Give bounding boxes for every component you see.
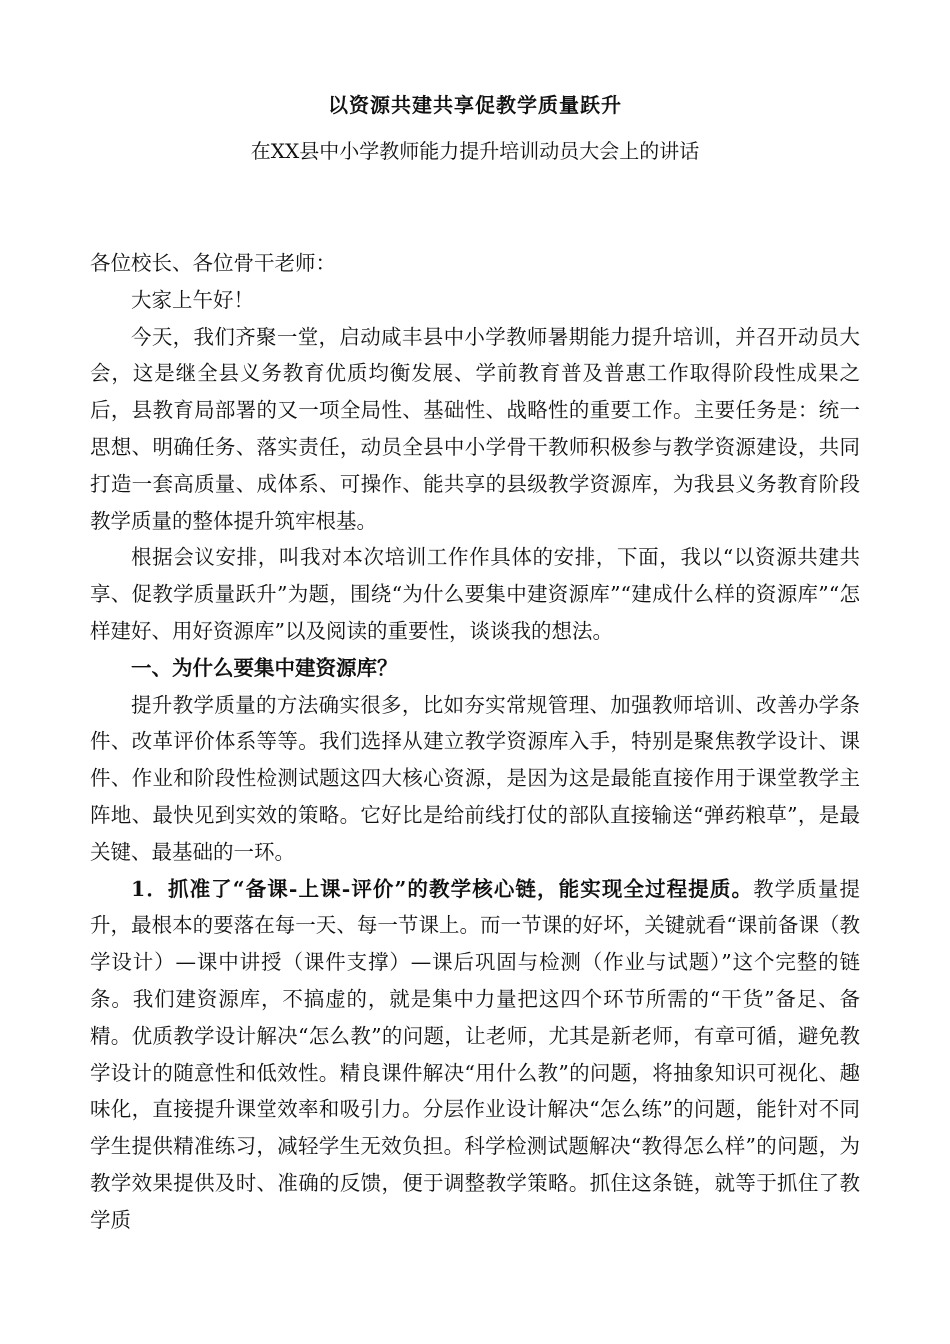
- paragraph-reason: 提升教学质量的方法确实很多，比如夯实常规管理、加强教师培训、改善办学条件、改革评价体系等等。我们选择从建立教学资源库入手，特别是聚焦教学设计、课件、作业和阶段性检测试题这四大核心资源，是因为这是最能直接作用于课堂教学主阵地、最快见到实效的策略。它好比是给前线打仗的部队直接输送“弹药粮草”，是最关键、最基础的一环。: [90, 692, 860, 864]
- greeting: 大家上午好！: [131, 287, 254, 312]
- document-subtitle: 在XX县中小学教师能力提升培训动员大会上的讲话: [250, 139, 700, 163]
- point-heading: 1．抓准了“备课-上课-评价”的教学核心链，能实现全过程提质。: [131, 876, 754, 901]
- section-heading: 一、为什么要集中建资源库？: [131, 655, 398, 680]
- point-body: 教学质量提升，最根本的要落在每一天、每一节课上。而一节课的好坏，关键就看“课前备课（教学设计）—课中讲授（课件支撑）—课后巩固与检测（作业与试题）”这个完整的链条。我们建资源库，不搞虚的，就是集中力量把这四个环节所需的“干货”备足、备精。优质教学设计解决“怎么教”的问题，让老师，尤其是新老师，有章可循，避免教学设计的随意性和低效性。精良课件解决“用什么教”的问题，将抽象知识可视化、趣味化，直接提升课堂效率和吸引力。分层作业设计解决“怎么练”的问题，能针对不同学生提供精准练习，减轻学生无效负担。科学检测试题解决“教得怎么样”的问题，为教学效果提供及时、准确的反馈，便于调整教学策略。抓住这条链，就等于抓住了教学质: [90, 876, 860, 1232]
- document-title: 以资源共建共享促教学质量跃升: [328, 93, 622, 117]
- salutation: 各位校长、各位骨干老师：: [90, 251, 336, 275]
- paragraph-arrangement: 根据会议安排，叫我对本次培训工作作具体的安排，下面，我以“以资源共建共享、促教学质量跃升”为题，围绕“为什么要集中建资源库”“建成什么样的资源库”“怎样建好、用好资源库”以及阅读的重要性，谈谈我的想法。: [90, 545, 860, 643]
- paragraph-opening: 今天，我们齐聚一堂，启动咸丰县中小学教师暑期能力提升培训，并召开动员大会，这是继全县义务教育优质均衡发展、学前教育普及普惠工作取得阶段性成果之后，县教育局部署的又一项全局性、基础性、战略性的重要工作。主要任务是：统一思想、明确任务、落实责任，动员全县中小学骨干教师积极参与教学资源建设，共同打造一套高质量、成体系、可操作、能共享的县级教学资源库，为我县义务教育阶段教学质量的整体提升筑牢根基。: [90, 324, 860, 533]
- paragraph-point-1: [90, 871, 860, 1239]
- document-body: [90, 245, 860, 1239]
